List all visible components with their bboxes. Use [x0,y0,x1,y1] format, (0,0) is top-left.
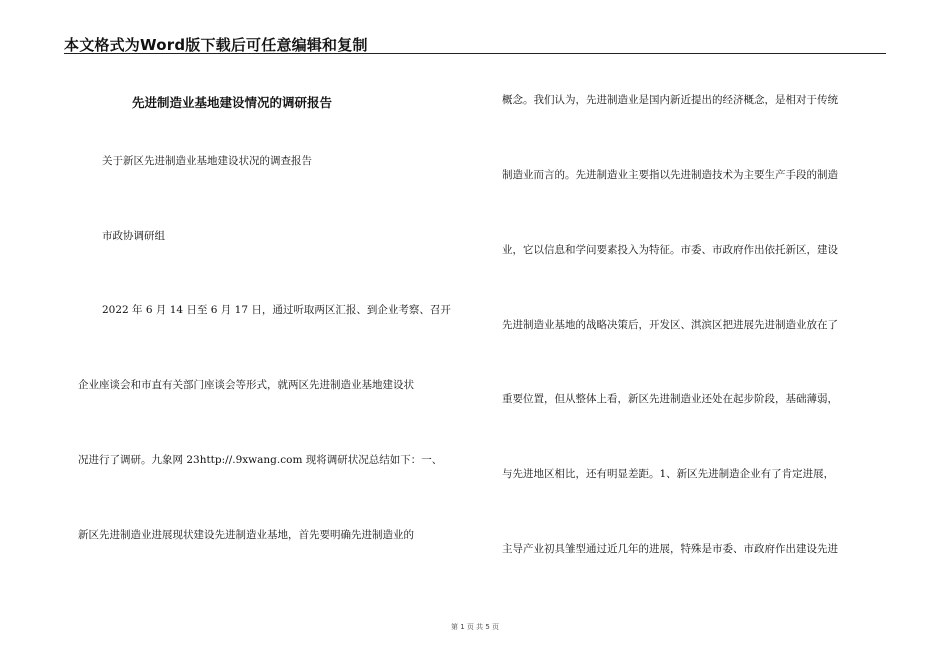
header-divider [64,53,886,54]
right-line-6: 与先进地区相比，还有明显差距。1、新区先进制造企业有了肯定进展， [502,468,835,480]
right-line-1: 概念。我们认为，先进制造业是国内新近提出的经济概念，是相对于传统 [502,94,838,106]
right-line-4: 先进制造业基地的战略决策后，开发区、淇滨区把进展先进制造业放在了 [502,319,838,331]
left-line-1: 关于新区先进制造业基地建设状况的调查报告 [102,155,312,167]
page-number: 第 1 页 共 5 页 [450,623,500,631]
right-line-7: 主导产业初具雏型通过近几年的进展，特殊是市委、市政府作出建设先进 [502,543,838,555]
document-title: 先进制造业基地建设情况的调研报告 [132,95,333,110]
header-banner: 本文格式为Word版下载后可任意编辑和复制 [64,36,368,54]
left-line-2: 市政协调研组 [102,230,165,242]
left-line-6: 新区先进制造业进展现状建设先进制造业基地，首先要明确先进制造业的 [78,529,414,541]
right-line-2: 制造业而言的。先进制造业主要指以先进制造技术为主要生产手段的制造 [502,169,838,181]
left-line-4: 企业座谈会和市直有关部门座谈会等形式，就两区先进制造业基地建设状 [78,379,414,391]
left-line-3: 2022 年 6 月 14 日至 6 月 17 日，通过听取两区汇报、到企业考察、召开 [102,304,451,316]
right-line-5: 重要位置，但从整体上看，新区先进制造业还处在起步阶段，基础薄弱， [502,393,838,405]
right-line-3: 业，它以信息和学问要素投入为特征。市委、市政府作出依托新区，建设 [502,244,838,256]
left-line-5: 况进行了调研。九象网 23http://.9xwang.com 现将调研状况总结如下：一、 [78,454,443,466]
